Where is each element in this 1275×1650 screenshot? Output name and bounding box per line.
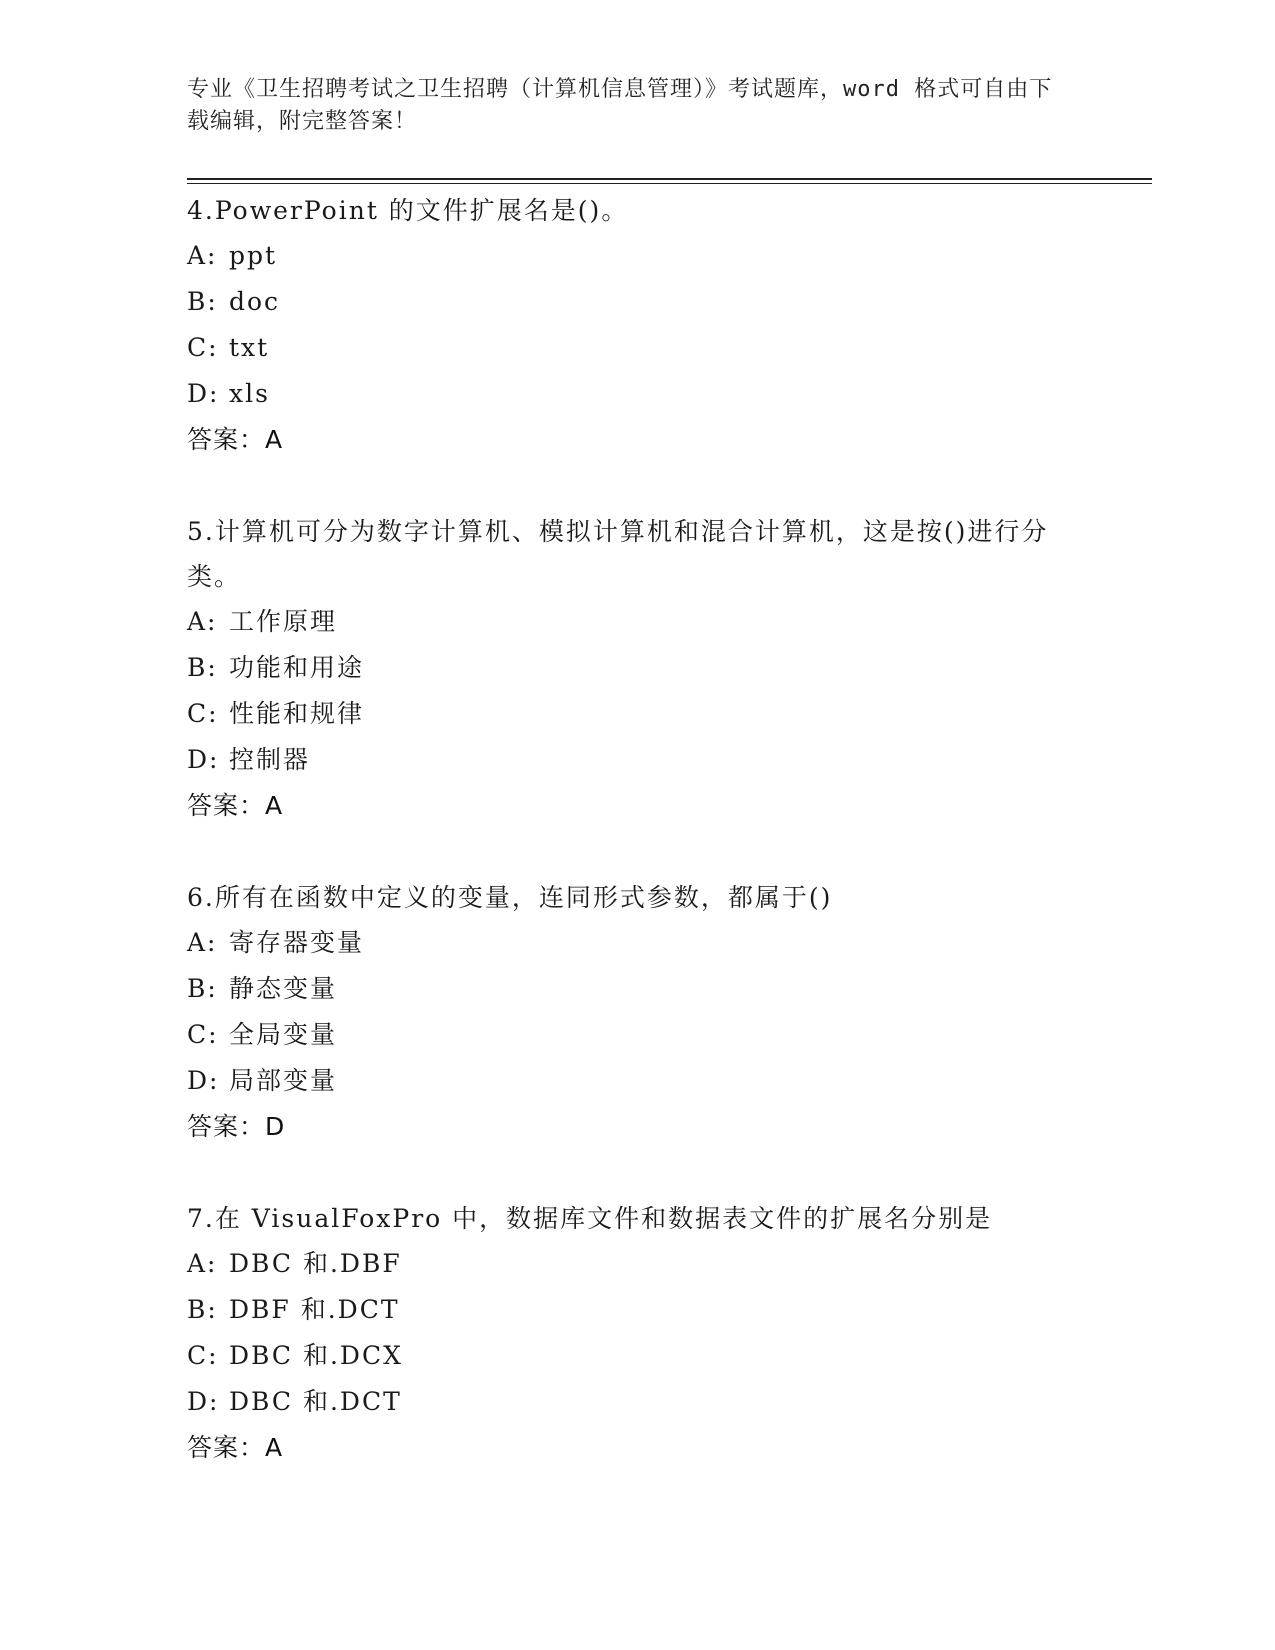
option-letter: B: xyxy=(187,287,218,316)
option-text: DBC 和.DCX xyxy=(229,1341,403,1370)
answer-line: 答案：D xyxy=(187,1112,286,1141)
option-b xyxy=(187,966,1152,1012)
option-b xyxy=(187,1287,1152,1333)
option-letter: D: xyxy=(187,745,220,774)
option-text: DBF 和.DCT xyxy=(229,1295,400,1324)
option-b xyxy=(187,645,1152,691)
option-letter: A: xyxy=(187,928,218,957)
option-a xyxy=(187,1241,1152,1287)
option-letter: C: xyxy=(187,1020,219,1049)
question-6 xyxy=(187,875,1152,1150)
option-text: txt xyxy=(229,333,270,362)
option-text: 寄存器变量 xyxy=(229,928,365,957)
option-letter: D: xyxy=(187,1066,220,1095)
option-d xyxy=(187,737,1152,783)
option-letter: A: xyxy=(187,1249,218,1278)
question-list xyxy=(187,188,1152,1517)
option-text: 工作原理 xyxy=(229,607,338,636)
option-letter: C: xyxy=(187,333,219,362)
option-text: 控制器 xyxy=(229,745,311,774)
answer-line: 答案：A xyxy=(187,791,284,820)
option-letter: C: xyxy=(187,1341,219,1370)
question-7 xyxy=(187,1196,1152,1471)
option-text: 静态变量 xyxy=(229,974,338,1003)
option-text: ppt xyxy=(229,241,278,270)
option-b xyxy=(187,279,1152,325)
option-c xyxy=(187,1333,1152,1379)
header-rule-thin xyxy=(187,183,1152,184)
option-a xyxy=(187,920,1152,966)
option-d xyxy=(187,1379,1152,1425)
option-c xyxy=(187,1012,1152,1058)
header-rule xyxy=(187,178,1152,184)
option-letter: C: xyxy=(187,699,219,728)
question-stem: 4.PowerPoint 的文件扩展名是()。 xyxy=(187,196,629,225)
option-a xyxy=(187,233,1152,279)
answer-line: 答案：A xyxy=(187,1433,284,1462)
option-letter: D: xyxy=(187,379,220,408)
option-text: 全局变量 xyxy=(229,1020,338,1049)
option-letter: B: xyxy=(187,653,218,682)
option-text: DBC 和.DBF xyxy=(229,1249,402,1278)
option-letter: B: xyxy=(187,974,218,1003)
option-text: xls xyxy=(229,379,270,408)
question-stem: 6.所有在函数中定义的变量，连同形式参数，都属于() xyxy=(187,883,833,912)
answer-line: 答案：A xyxy=(187,425,284,454)
option-text: 性能和规律 xyxy=(229,699,365,728)
question-4 xyxy=(187,188,1152,463)
document-header: 专业《卫生招聘考试之卫生招聘（计算机信息管理）》考试题库，word 格式可自由下载编辑，附完整答案！ xyxy=(187,77,1053,134)
question-stem: 7.在 VisualFoxPro 中，数据库文件和数据表文件的扩展名分别是 xyxy=(187,1204,993,1233)
option-text: 功能和用途 xyxy=(229,653,365,682)
question-stem: 5.计算机可分为数字计算机、模拟计算机和混合计算机，这是按()进行分类。 xyxy=(187,517,1049,591)
option-letter: A: xyxy=(187,241,218,270)
option-text: DBC 和.DCT xyxy=(229,1387,402,1416)
option-letter: B: xyxy=(187,1295,218,1324)
option-letter: A: xyxy=(187,607,218,636)
option-d xyxy=(187,371,1152,417)
option-d xyxy=(187,1058,1152,1104)
option-c xyxy=(187,691,1152,737)
option-letter: D: xyxy=(187,1387,220,1416)
option-c xyxy=(187,325,1152,371)
option-text: doc xyxy=(229,287,281,316)
option-text: 局部变量 xyxy=(229,1066,338,1095)
question-5 xyxy=(187,509,1152,829)
option-a xyxy=(187,599,1152,645)
header-rule-thick xyxy=(187,178,1152,180)
